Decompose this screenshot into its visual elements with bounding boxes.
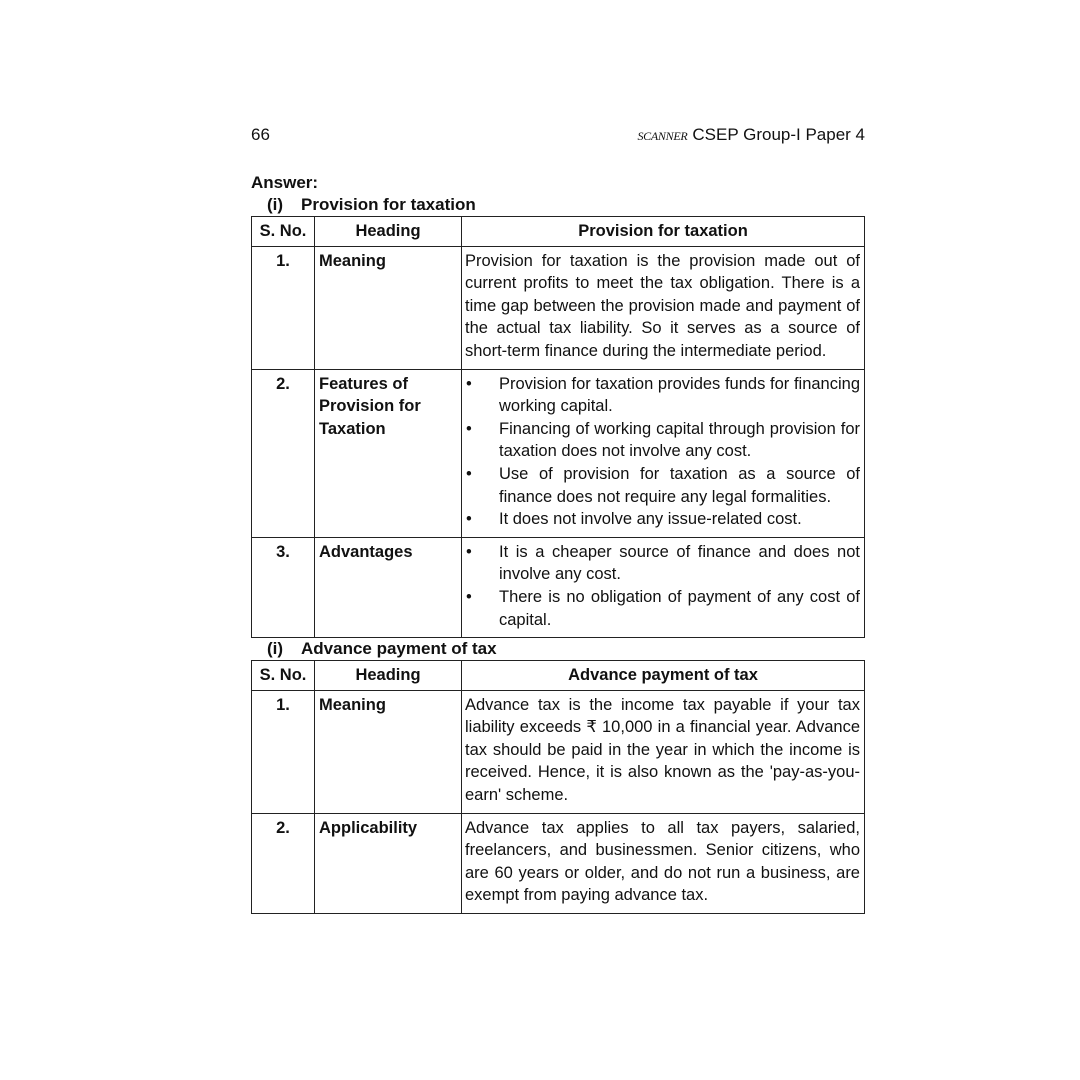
- table-row: [252, 690, 865, 813]
- bullet-item: [465, 541, 860, 586]
- heading-cell: Features of Provision for Taxation: [315, 369, 462, 537]
- table-row: [252, 813, 865, 913]
- bullet-list: [465, 541, 860, 631]
- page-number: 66: [251, 125, 270, 144]
- serial-number-cell: 1.: [252, 246, 315, 369]
- bullet-item: [465, 586, 860, 631]
- column-header: S. No.: [252, 217, 315, 247]
- description-cell: Advance tax applies to all tax payers, salaried, freelancers, and businessmen. Senior citizens, who are 60 years or older, and do not run a business, are exempt from paying advance tax.: [462, 813, 865, 913]
- page-header: [251, 122, 865, 148]
- bullet-text: It does not involve any issue-related cost.: [499, 510, 802, 529]
- bullet-text: There is no obligation of payment of any cost of capital.: [499, 587, 860, 629]
- bullet-item: [465, 418, 860, 463]
- section-number: (i): [267, 639, 284, 659]
- answer-label: Answer:: [251, 173, 319, 192]
- bullet-text: Provision for taxation provides funds for financing working capital.: [499, 374, 860, 416]
- scanner-logo: SCANNER: [637, 129, 688, 143]
- heading-cell: Advantages: [315, 537, 462, 637]
- document-page: [251, 122, 865, 914]
- table-row: [252, 246, 865, 369]
- column-header: S. No.: [252, 661, 315, 691]
- column-header: Heading: [315, 217, 462, 247]
- description-cell: Advance tax is the income tax payable if your tax liability exceeds ₹ 10,000 in a financial year. Advance tax should be paid in the year in which the income is received. Hence, it is also known as the 'pay-as-you-earn' scheme.: [462, 690, 865, 813]
- column-header: Heading: [315, 661, 462, 691]
- bullet-item: [465, 508, 860, 531]
- table-row: [252, 369, 865, 537]
- bullet-item: [465, 463, 860, 508]
- section-number: (i): [267, 195, 284, 214]
- section-title-text: Advance payment of tax: [301, 639, 497, 659]
- bullet-list: [465, 373, 860, 531]
- running-head-text: CSEP Group-I Paper 4: [692, 125, 865, 144]
- description-cell: [462, 369, 865, 537]
- running-head: [637, 125, 865, 145]
- heading-cell: Meaning: [315, 246, 462, 369]
- table-row: [252, 537, 865, 637]
- section-title: [251, 194, 865, 216]
- description-cell: Provision for taxation is the provision made out of current profits to meet the tax obligation. There is a time gap between the provision made and payment of the actual tax liability. So it serves as a source of short-term finance during the intermediate period.: [462, 246, 865, 369]
- column-header: Advance payment of tax: [462, 661, 865, 691]
- bullet-text: It is a cheaper source of finance and does not involve any cost.: [499, 542, 860, 584]
- bullet-text: Use of provision for taxation as a source of finance does not require any legal formalities.: [499, 464, 860, 506]
- section-title-text: Provision for taxation: [301, 195, 476, 214]
- serial-number-cell: 1.: [252, 690, 315, 813]
- bullet-item: [465, 373, 860, 418]
- bullet-icon: •: [466, 419, 472, 438]
- heading-cell: Applicability: [315, 813, 462, 913]
- bullet-icon: •: [466, 542, 472, 561]
- description-cell: [462, 537, 865, 637]
- bullet-icon: •: [466, 374, 472, 393]
- bullet-icon: •: [466, 464, 472, 483]
- serial-number-cell: 2.: [252, 369, 315, 537]
- table-header-row: [252, 661, 865, 691]
- table-header-row: [252, 217, 865, 247]
- bullet-icon: •: [466, 510, 472, 529]
- serial-number-cell: 3.: [252, 537, 315, 637]
- serial-number-cell: 2.: [252, 813, 315, 913]
- provision-table: [251, 216, 865, 638]
- section-title: [251, 638, 865, 660]
- bullet-text: Financing of working capital through provision for taxation does not involve any cost.: [499, 419, 860, 461]
- heading-cell: Meaning: [315, 690, 462, 813]
- advance-tax-table: [251, 660, 865, 914]
- column-header: Provision for taxation: [462, 217, 865, 247]
- bullet-icon: •: [466, 587, 472, 606]
